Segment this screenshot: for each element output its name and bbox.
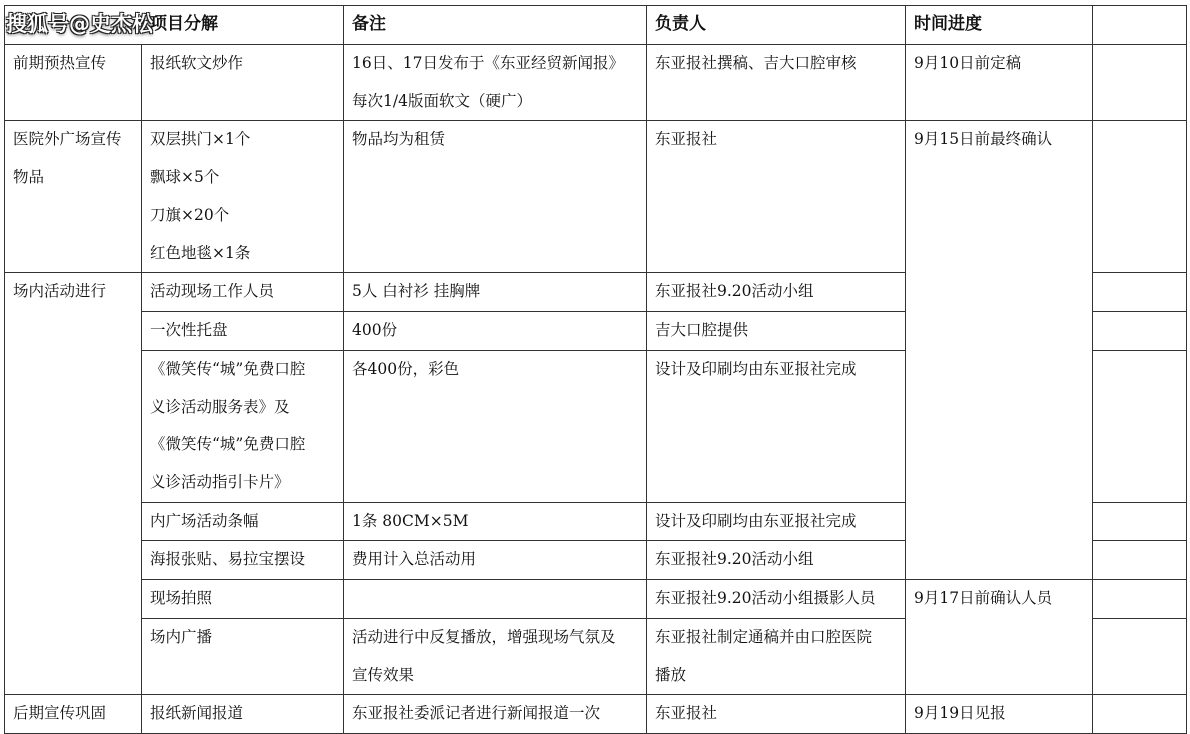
owner-cell: 设计及印刷均由东亚报社完成: [647, 350, 906, 502]
header-owner: 负责人: [647, 6, 906, 45]
header-item: 项目分解: [5, 6, 344, 45]
extra-cell: [1093, 541, 1187, 580]
table-row: [5, 695, 1187, 734]
extra-cell: [1093, 350, 1187, 502]
watermark-logo: 搜狐号@史杰松: [6, 12, 153, 36]
item-line: 义诊活动服务表》及: [150, 397, 290, 416]
group-cell: 场内活动进行: [5, 273, 142, 695]
item-line: 《微笑传“城”免费口腔: [150, 435, 306, 454]
note-line: 活动进行中反复播放，增强现场气氛及: [352, 627, 616, 646]
item-cell: 海报张贴、易拉宝摆设: [142, 541, 344, 580]
note-line: 16日、17日发布于《东亚经贸新闻报》: [352, 54, 624, 72]
note-line: 宣传效果: [352, 665, 415, 684]
group-cell: [5, 121, 142, 273]
note-cell: [344, 580, 647, 619]
owner-cell: 东亚报社9.20活动小组摄影人员: [647, 580, 906, 619]
owner-cell: 东亚报社: [647, 695, 906, 734]
extra-cell: [1093, 45, 1187, 121]
item-line: 双层拱门×1个: [150, 130, 251, 149]
item-cell: [142, 350, 344, 502]
event-plan-table: [4, 5, 1187, 734]
item-line: 刀旗×20个: [150, 205, 230, 224]
item-cell: 一次性托盘: [142, 312, 344, 351]
time-cell: 9月19日见报: [906, 695, 1093, 734]
extra-cell: [1093, 695, 1187, 734]
item-cell: 报纸新闻报道: [142, 695, 344, 734]
owner-cell: 东亚报社9.20活动小组: [647, 273, 906, 312]
extra-cell: [1093, 312, 1187, 351]
owner-cell: 东亚报社9.20活动小组: [647, 541, 906, 580]
item-cell: 场内广播: [142, 618, 344, 694]
note-cell: 东亚报社委派记者进行新闻报道一次: [344, 695, 647, 734]
extra-cell: [1093, 580, 1187, 619]
group-cell: 后期宣传巩固: [5, 695, 142, 734]
header-extra: [1093, 6, 1187, 45]
note-line: 每次1/4版面软文（硬广）: [352, 91, 532, 110]
item-line: 《微笑传“城”免费口腔: [150, 359, 306, 378]
table-row: [5, 45, 1187, 121]
header-note: 备注: [344, 6, 647, 45]
group-cell: 前期预热宣传: [5, 45, 142, 121]
item-cell: 内广场活动条幅: [142, 502, 344, 541]
group-line: 物品: [13, 168, 45, 187]
time-cell: 9月17日前确认人员: [906, 580, 1093, 695]
owner-line: 播放: [655, 665, 687, 684]
note-cell: 物品均为租赁: [344, 121, 647, 273]
extra-cell: [1093, 618, 1187, 694]
extra-cell: [1093, 121, 1187, 273]
note-cell: 400份: [344, 312, 647, 351]
owner-cell: 东亚报社撰稿、吉大口腔审核: [647, 45, 906, 121]
item-line: 飘球×5个: [150, 168, 220, 187]
item-cell: 现场拍照: [142, 580, 344, 619]
time-cell: 9月10日前定稿: [906, 45, 1093, 121]
header-time: 时间进度: [906, 6, 1093, 45]
note-cell: 各400份，彩色: [344, 350, 647, 502]
group-line: 医院外广场宣传: [13, 130, 122, 149]
owner-cell: 设计及印刷均由东亚报社完成: [647, 502, 906, 541]
time-cell: 9月15日前最终确认: [906, 121, 1093, 580]
note-cell: 费用计入总活动用: [344, 541, 647, 580]
item-line: 红色地毯×1条: [150, 243, 251, 262]
owner-line: 东亚报社制定通稿并由口腔医院: [655, 627, 873, 646]
extra-cell: [1093, 502, 1187, 541]
note-cell: 5人 白衬衫 挂胸牌: [344, 273, 647, 312]
note-cell: 1条 80CM×5M: [344, 502, 647, 541]
owner-cell: 吉大口腔提供: [647, 312, 906, 351]
table-row: [5, 121, 1187, 273]
item-cell: [142, 121, 344, 273]
item-cell: 活动现场工作人员: [142, 273, 344, 312]
item-line: 义诊活动指引卡片》: [150, 473, 290, 492]
note-cell: [344, 45, 647, 121]
note-cell: [344, 618, 647, 694]
owner-cell: [647, 618, 906, 694]
owner-cell: 东亚报社: [647, 121, 906, 273]
table-row: [5, 580, 1187, 619]
extra-cell: [1093, 273, 1187, 312]
table-header-row: [5, 6, 1187, 45]
item-cell: 报纸软文炒作: [142, 45, 344, 121]
